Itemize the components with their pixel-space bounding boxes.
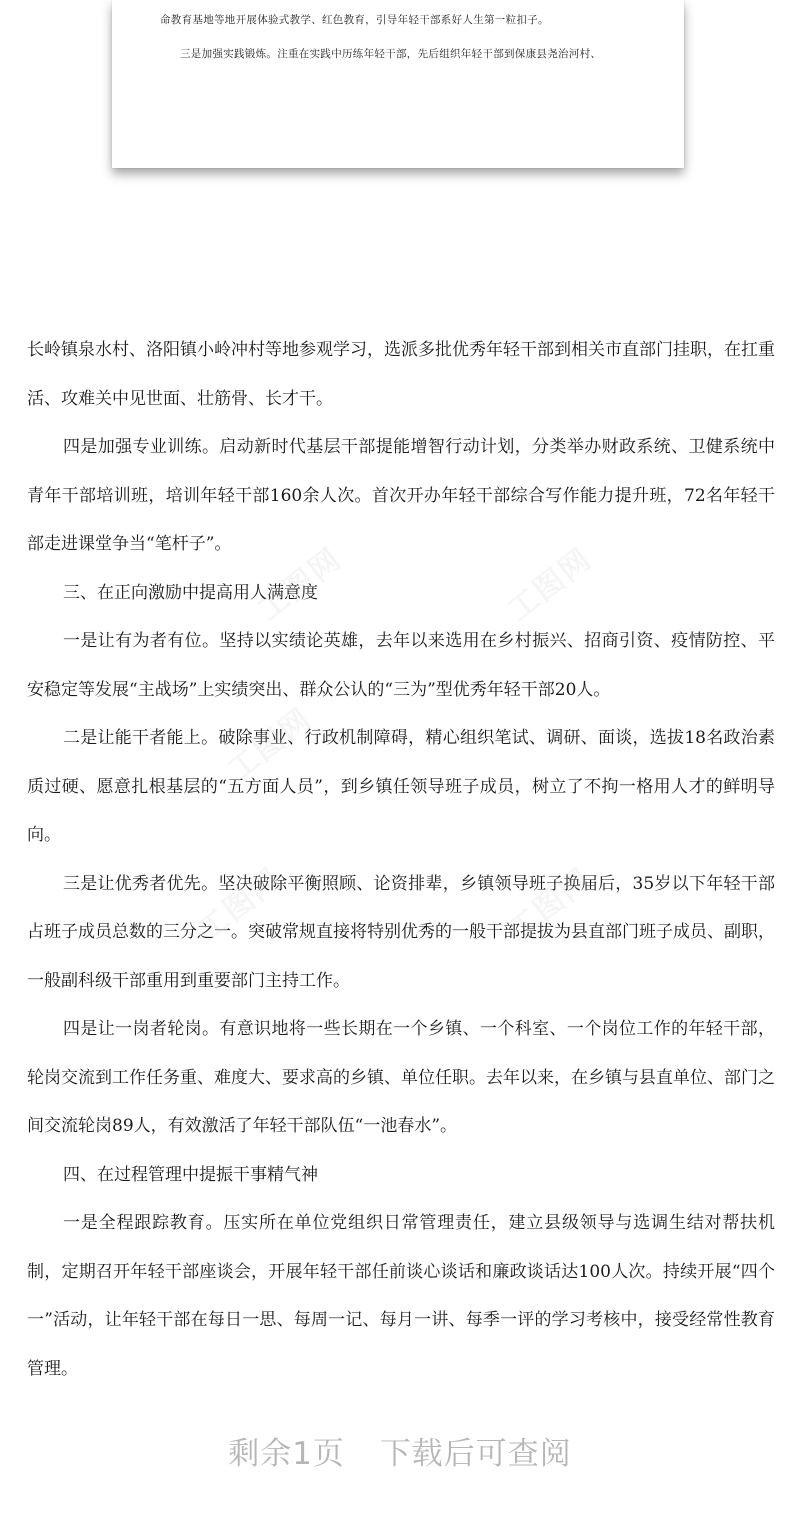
preview-line-1: 命教育基地等地开展体验式教学、红色教育，引导年轻干部系好人生第一粒扣子。: [160, 14, 549, 26]
page-preview-card: [112, 0, 684, 168]
paragraph: 四是让一岗者轮岗。有意识地将一些长期在一个乡镇、一个科室、一个岗位工作的年轻干部，轮岗交流到工作任务重、难度大、要求高的乡镇、单位任职。去年以来，在乡镇与县直单位、部门之间交流轮岗89人，有效激活了年轻干部队伍“一池春水”。: [27, 1019, 775, 1136]
download-to-view-link[interactable]: 下载后可查阅: [379, 1436, 572, 1472]
paragraph: 一是全程跟踪教育。压实所在单位党组织日常管理责任，建立县级领导与选调生结对帮扶机制，定期召开年轻干部座谈会，开展年轻干部任前谈心谈话和廉政谈话达100人次。持续开展“四个一”活动，让年轻干部在每日一思、每周一记、每月一讲、每季一评的学习考核中，接受经常性教育管理。: [27, 1213, 775, 1379]
paragraph: 二是让能干者能上。破除事业、行政机制障碍，精心组织笔试、调研、面谈，选拔18名政治素质过硬、愿意扎根基层的“五方面人员”，到乡镇任领导班子成员，树立了不拘一格用人才的鲜明导向。: [27, 728, 775, 845]
paragraph: 一是让有为者有位。坚持以实绩论英雄，去年以来选用在乡村振兴、招商引资、疫情防控、平安稳定等发展“主战场”上实绩突出、群众公认的“三为”型优秀年轻干部20人。: [27, 631, 775, 700]
paragraph: 长岭镇泉水村、洛阳镇小岭冲村等地参观学习，选派多批优秀年轻干部到相关市直部门挂职，在扛重活、攻难关中见世面、壮筋骨、长才干。: [27, 340, 775, 409]
remaining-pages-count: 剩余1页: [228, 1436, 345, 1472]
watermark: 工图网: [501, 541, 599, 629]
paragraph: 三是让优秀者优先。坚决破除平衡照顾、论资排辈，乡镇领导班子换届后，35岁以下年轻干部占班子成员总数的三分之一。突破常规直接将特别优秀的一般干部提拔为县直部门班子成员、副职，一般副科级干部重用到重要部门主持工作。: [27, 873, 775, 991]
section-heading: 四、在过程管理中提振干事精气神: [63, 1164, 318, 1185]
watermark: 工图网: [191, 861, 289, 949]
paragraph: 四是加强专业训练。启动新时代基层干部提能增智行动计划，分类举办财政系统、卫健系统中青年干部培训班，培训年轻干部160余人次。首次开办年轻干部综合写作能力提升班，72名年轻干部走进课堂争当“笔杆子”。: [27, 437, 775, 554]
remaining-pages-tip[interactable]: [0, 1428, 800, 1473]
watermark: 工图网: [251, 541, 349, 629]
watermark: 工图网: [221, 701, 319, 789]
section-heading: 三、在正向激励中提高用人满意度: [63, 582, 318, 603]
preview-line-2: 三是加强实践锻炼。注重在实践中历练年轻干部，先后组织年轻干部到保康县尧治河村、: [180, 48, 602, 60]
watermark: 工图网: [501, 861, 599, 949]
document-body: [27, 326, 775, 1393]
